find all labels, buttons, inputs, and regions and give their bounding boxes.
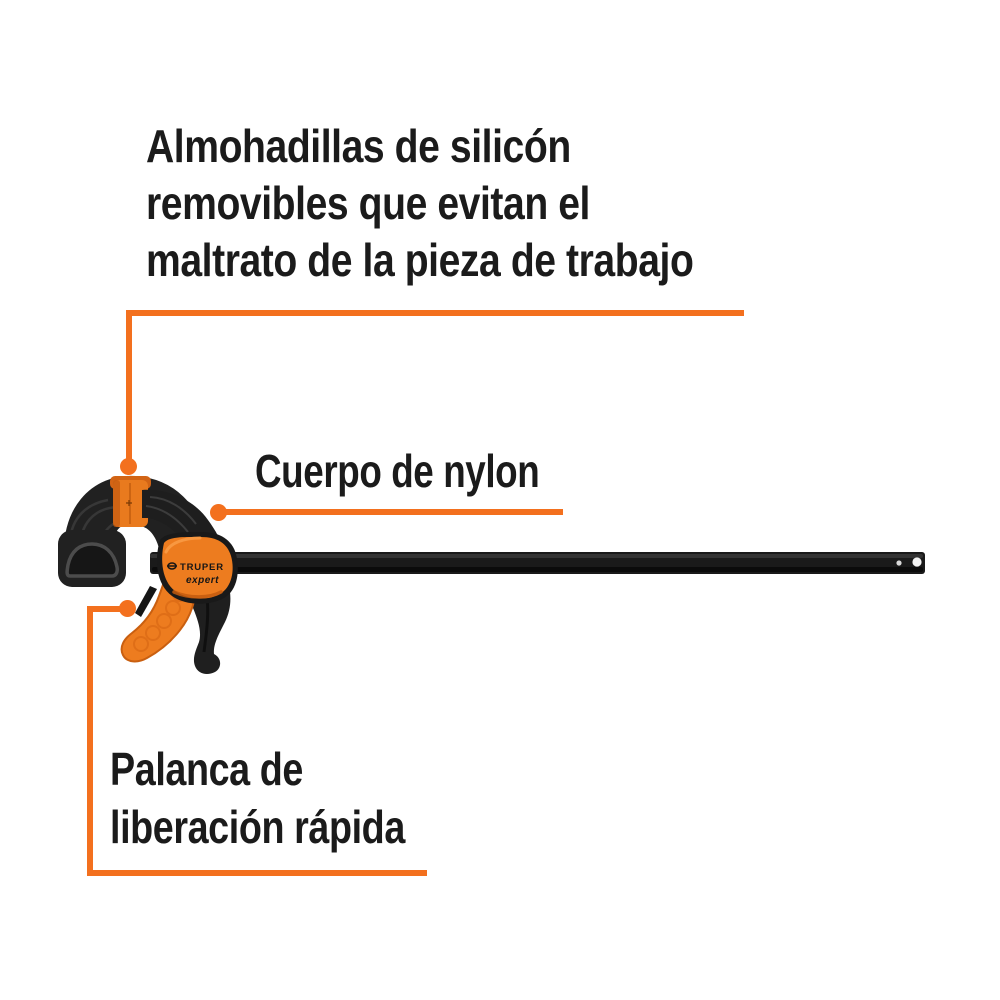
- callout-label-body: Cuerpo de nylon: [255, 445, 540, 497]
- clamp-bar: [150, 552, 925, 574]
- brand-name: TRUPER: [180, 562, 224, 573]
- callout-line-lever-vertical: [87, 606, 93, 872]
- callout-label-lever-line1: Palanca de: [110, 743, 303, 795]
- callout-line-body-horizontal: [222, 509, 563, 515]
- callout-label-pads: [146, 118, 693, 289]
- callout-line-lever-underline: [87, 870, 427, 876]
- callout-label-pads-line1: Almohadillas de silicón: [146, 120, 571, 172]
- body-shell: [157, 532, 238, 604]
- callout-label-lever: [110, 740, 405, 856]
- callout-label-lever-line2: liberación rápida: [110, 801, 405, 853]
- callout-line-lever-connector: [92, 606, 122, 612]
- callout-label-pads-line2: removibles que evitan el: [146, 177, 590, 229]
- bar-hole-large: [912, 557, 921, 566]
- callout-line-pads-vertical: [126, 310, 132, 459]
- bar-hole-small: [896, 560, 901, 565]
- callout-line-pads-horizontal: [126, 310, 744, 316]
- callout-dot-pads: [120, 458, 137, 475]
- brand-sub-name: expert: [186, 575, 220, 586]
- callout-label-pads-line3: maltrato de la pieza de trabajo: [146, 234, 694, 286]
